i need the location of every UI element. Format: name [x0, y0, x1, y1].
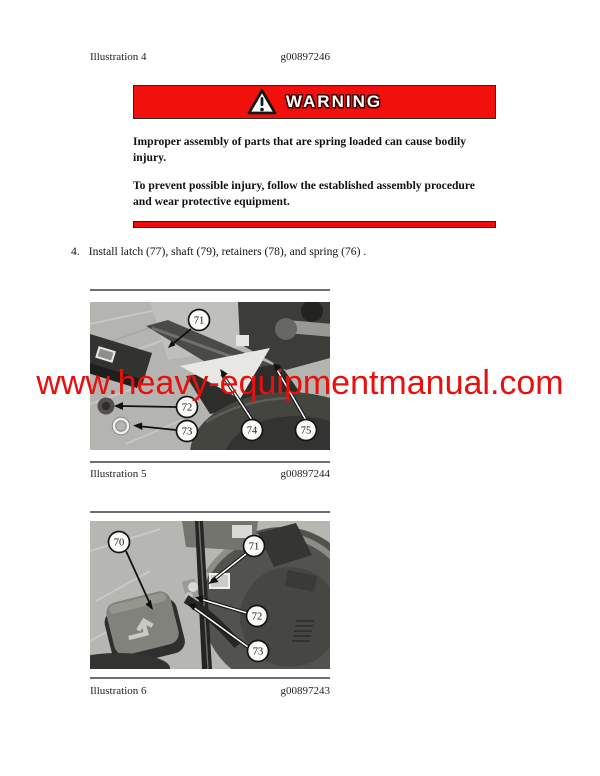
- warning-body: [133, 134, 491, 222]
- callout-71-label: 71: [193, 315, 205, 327]
- callout-73b-label: 73: [252, 646, 264, 658]
- illustration6-label: Illustration 6: [90, 685, 147, 697]
- illustration6-photo: [90, 521, 330, 669]
- illustration5-label: Illustration 5: [90, 468, 147, 480]
- warning-paragraph-1: Improper assembly of parts that are spring loaded can cause bodily injury.: [133, 135, 467, 165]
- illustration5-top-rule: [90, 289, 330, 291]
- callout-74-label: 74: [246, 425, 258, 437]
- step-4: [71, 245, 571, 258]
- callout-72b-label: 72: [251, 611, 263, 623]
- callout-73: [177, 421, 198, 442]
- callout-71b: [244, 536, 265, 557]
- warning-banner: [133, 85, 496, 119]
- watermark-text: www.heavy-equipmentmanual.com: [36, 364, 564, 402]
- warning-triangle-icon: [247, 89, 277, 115]
- illustration5-caption: [90, 468, 330, 480]
- callout-70-label: 70: [113, 537, 125, 549]
- callout-70: [109, 532, 130, 553]
- illustration5-bottom-rule: [90, 461, 330, 463]
- illustration5-code: g00897244: [280, 468, 330, 480]
- step-4-text: Install latch (77), shaft (79), retainers (78), and spring (76) .: [88, 245, 367, 258]
- callout-75-label: 75: [300, 425, 312, 437]
- warning-end-rule: [133, 221, 496, 228]
- illustration4-label: Illustration 4: [90, 51, 147, 63]
- callout-71b-label: 71: [248, 541, 260, 553]
- callout-73b: [248, 641, 269, 662]
- illustration6-bottom-rule: [90, 677, 330, 679]
- illustration4-caption: [90, 51, 330, 63]
- warning-title: WARNING: [285, 92, 383, 111]
- illustration4-code: g00897246: [280, 51, 330, 63]
- step-4-number: 4.: [71, 245, 80, 258]
- illustration6-top-rule: [90, 511, 330, 513]
- callout-71: [189, 310, 210, 331]
- illustration6-caption: [90, 685, 330, 697]
- callout-74: [242, 420, 263, 441]
- callout-72-label: 72: [181, 402, 193, 414]
- illustration6-code: g00897243: [280, 685, 330, 697]
- warning-paragraph-2: To prevent possible injury, follow the established assembly procedure and wear protective equipment.: [133, 178, 475, 209]
- callout-72b: [247, 606, 268, 627]
- callout-73-label: 73: [181, 426, 193, 438]
- callout-75: [296, 420, 317, 441]
